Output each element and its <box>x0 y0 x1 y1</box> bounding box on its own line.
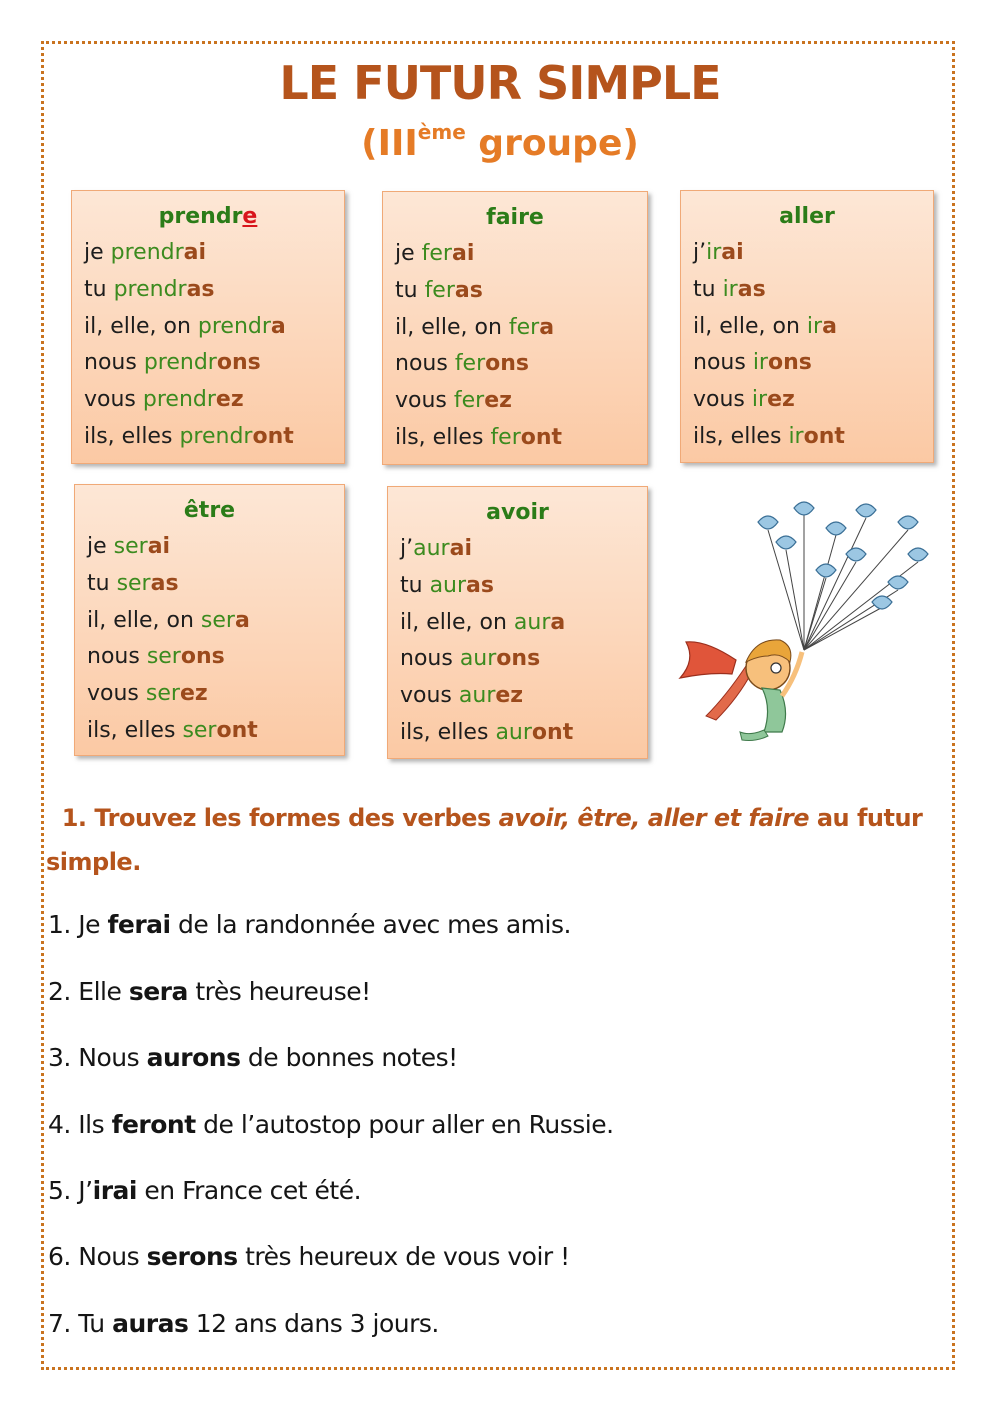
verb-stem: fer <box>453 388 485 414</box>
conjugation-line <box>87 713 332 750</box>
verb-ending: a <box>539 314 555 340</box>
conjugation-line <box>84 272 332 309</box>
conjugation-line <box>693 419 921 456</box>
pronoun: nous <box>400 646 460 672</box>
conjugation-line <box>84 345 332 382</box>
conjugation-line <box>87 603 332 640</box>
verb-ending: ai <box>147 534 171 559</box>
infinitive-ending-mark: e <box>242 204 258 229</box>
verb-ending: ont <box>803 423 845 449</box>
verb-stem: prendr <box>110 240 184 265</box>
sentence-before: 6. Nous <box>48 1242 147 1271</box>
verb-ending: ez <box>495 683 524 709</box>
verb-ending: ons <box>180 644 225 670</box>
pronoun: tu <box>693 276 723 302</box>
verb-ending: ons <box>216 350 261 376</box>
verb-stem: fer <box>421 241 452 266</box>
verb-stem: ser <box>113 534 148 559</box>
verb-stem: ir <box>751 387 768 413</box>
verb-infinitive <box>84 199 332 235</box>
conjugation-line <box>693 235 921 272</box>
pronoun: j’ <box>693 240 707 265</box>
pronoun: tu <box>84 276 114 302</box>
verb-card-faire <box>382 191 648 465</box>
exercise-sentence-3 <box>48 1043 948 1072</box>
sentence-verb-answer: ferai <box>107 910 171 939</box>
verb-ending: a <box>550 609 566 635</box>
sentence-before: 7. Tu <box>48 1309 113 1338</box>
exercise-sentence-2 <box>48 977 948 1006</box>
pronoun: vous <box>84 387 143 413</box>
verb-stem: aur <box>413 536 450 561</box>
sentence-before: 1. Je <box>48 910 108 939</box>
sentence-after: très heureux de vous voir ! <box>237 1242 570 1271</box>
conjugation-line <box>87 639 332 676</box>
pronoun: vous <box>87 681 146 707</box>
infinitive-stem: prendr <box>158 204 243 229</box>
conjugation-line <box>395 273 635 310</box>
instruction-text-before: Trouvez les formes des verbes <box>86 804 499 832</box>
sentence-before: 4. Ils <box>48 1110 112 1139</box>
sentence-verb-answer: serons <box>146 1242 238 1271</box>
pronoun: ils, elles <box>395 424 491 450</box>
verb-stem: prendr <box>143 350 217 376</box>
conjugation-line <box>400 531 635 568</box>
sentence-after: de la randonnée avec mes amis. <box>170 910 571 939</box>
conjugation-line <box>400 641 635 678</box>
verb-stem: fer <box>490 424 521 450</box>
verb-stem: ser <box>200 607 235 633</box>
verb-ending: ai <box>449 536 472 561</box>
pronoun: il, elle, on <box>84 313 198 339</box>
verb-stem: aur <box>459 646 497 672</box>
verb-ending: as <box>186 276 215 302</box>
verb-stem: ir <box>722 276 738 302</box>
conjugation-line <box>87 529 332 566</box>
conjugation-line <box>693 382 921 419</box>
pronoun: nous <box>87 644 147 670</box>
verb-stem: ir <box>706 240 722 265</box>
pronoun: il, elle, on <box>693 313 807 339</box>
pronoun: ils, elles <box>400 719 496 745</box>
instruction-number: 1. <box>61 804 87 832</box>
verb-ending: ez <box>767 387 795 413</box>
conjugation-line <box>400 678 635 715</box>
conjugation-line <box>84 235 332 272</box>
verb-ending: as <box>454 277 483 303</box>
verb-stem: prendr <box>197 313 271 339</box>
verb-ending: a <box>822 313 837 339</box>
subtitle-superscript: ème <box>417 120 466 144</box>
conjugation-line <box>395 346 635 383</box>
verb-stem: aur <box>495 719 532 745</box>
pronoun: je <box>87 534 114 559</box>
verb-ending: ai <box>721 240 744 265</box>
verb-infinitive: aller <box>779 204 835 229</box>
conjugation-line <box>400 568 635 605</box>
conjugation-line <box>87 566 332 603</box>
verb-ending: ont <box>520 424 563 450</box>
sentence-verb-answer: sera <box>128 977 188 1006</box>
sentence-before: 2. Elle <box>48 977 129 1006</box>
pronoun: tu <box>87 570 117 596</box>
exercise-sentence-7 <box>48 1309 948 1338</box>
pronoun: ils, elles <box>84 423 180 449</box>
verb-stem: prendr <box>179 423 253 449</box>
verb-card-aller <box>680 190 934 463</box>
verb-stem: aur <box>513 609 551 635</box>
pronoun: vous <box>395 388 454 414</box>
conjugation-line <box>395 236 635 273</box>
instruction-text-after: au futur simple. <box>46 804 923 876</box>
verb-ending: ont <box>531 719 574 745</box>
pronoun: il, elle, on <box>400 609 514 635</box>
conjugation-line <box>395 383 635 420</box>
pronoun: vous <box>693 387 752 413</box>
pronoun: tu <box>400 572 430 598</box>
conjugation-line <box>400 605 635 642</box>
verb-stem: fer <box>424 277 455 303</box>
sentence-verb-answer: aurons <box>146 1043 241 1072</box>
verb-card-etre <box>74 484 345 756</box>
verb-infinitive: avoir <box>486 500 549 525</box>
exercise-sentence-5 <box>48 1176 948 1205</box>
pronoun: vous <box>400 683 459 709</box>
exercise-sentence-6 <box>48 1242 948 1271</box>
verb-ending: ai <box>183 240 207 265</box>
verb-stem: fer <box>508 314 540 340</box>
verb-stem: ir <box>788 423 804 449</box>
pronoun: je <box>395 241 422 266</box>
verb-card-prendre <box>71 190 345 464</box>
conjugation-line <box>400 715 635 752</box>
pronoun: j’ <box>400 536 414 561</box>
verb-ending: ons <box>767 350 812 376</box>
verb-ending: ons <box>485 351 530 377</box>
exercise-sentence-4 <box>48 1110 948 1139</box>
pronoun: je <box>84 240 111 265</box>
sentence-before: 3. Nous <box>48 1043 147 1072</box>
verb-ending: as <box>150 570 179 596</box>
conjugation-line <box>395 420 635 457</box>
verb-stem: prendr <box>142 387 216 413</box>
pronoun: nous <box>84 350 144 376</box>
pronoun: ils, elles <box>87 717 183 743</box>
sentence-before: 5. J’ <box>48 1176 93 1205</box>
verb-stem: aur <box>429 572 467 598</box>
sentence-after: de l’autostop pour aller en Russie. <box>195 1110 614 1139</box>
pronoun: ils, elles <box>693 423 789 449</box>
verb-ending: a <box>234 607 250 633</box>
verb-ending: ont <box>216 717 258 743</box>
verb-infinitive: faire <box>486 205 544 230</box>
conjugation-line <box>84 309 332 346</box>
sentence-after: très heureuse! <box>187 977 371 1006</box>
pronoun: nous <box>395 351 455 377</box>
conjugation-line <box>87 676 332 713</box>
exercise-instruction <box>46 796 950 884</box>
sentence-verb-answer: auras <box>112 1309 189 1338</box>
verb-stem: ser <box>182 717 217 743</box>
verb-stem: ser <box>145 681 180 707</box>
verb-ending: ont <box>252 423 294 449</box>
conjugation-line <box>693 345 921 382</box>
conjugation-line <box>693 309 921 346</box>
verb-ending: ai <box>451 241 475 266</box>
sentence-after: 12 ans dans 3 jours. <box>188 1309 439 1338</box>
verb-ending: ez <box>179 681 208 707</box>
verb-ending: as <box>466 572 494 598</box>
verb-card-avoir <box>387 486 648 759</box>
verb-stem: ir <box>806 313 823 339</box>
pronoun: nous <box>693 350 753 376</box>
subtitle-open: (III <box>361 123 418 164</box>
instruction-verbs: avoir, être, aller et faire <box>498 804 809 832</box>
verb-ending: ez <box>484 388 512 414</box>
pronoun: il, elle, on <box>395 314 509 340</box>
pronoun: tu <box>395 277 425 303</box>
little-prince-birds-illustration <box>676 490 938 752</box>
conjugation-line <box>84 419 332 456</box>
verb-stem: ser <box>146 644 181 670</box>
verb-stem: ir <box>752 350 768 376</box>
pronoun: il, elle, on <box>87 607 201 633</box>
sentence-after: en France cet été. <box>136 1176 362 1205</box>
verb-infinitive: être <box>183 498 236 523</box>
verb-stem: ser <box>116 570 151 596</box>
page-subtitle <box>0 120 1000 164</box>
exercise-sentence-1 <box>48 910 948 939</box>
verb-ending: ez <box>215 387 244 413</box>
verb-stem: fer <box>454 351 486 377</box>
conjugation-line <box>395 310 635 347</box>
verb-ending: a <box>270 313 286 339</box>
sentence-after: de bonnes notes! <box>240 1043 458 1072</box>
conjugation-line <box>84 382 332 419</box>
verb-ending: ons <box>496 646 541 672</box>
verb-stem: aur <box>458 683 496 709</box>
verb-stem: prendr <box>113 276 187 302</box>
page-title: LE FUTUR SIMPLE <box>279 56 721 110</box>
subtitle-close: groupe) <box>465 123 639 164</box>
sentence-verb-answer: feront <box>111 1110 196 1139</box>
sentence-verb-answer: irai <box>92 1176 137 1205</box>
conjugation-line <box>693 272 921 309</box>
verb-ending: as <box>737 276 766 302</box>
